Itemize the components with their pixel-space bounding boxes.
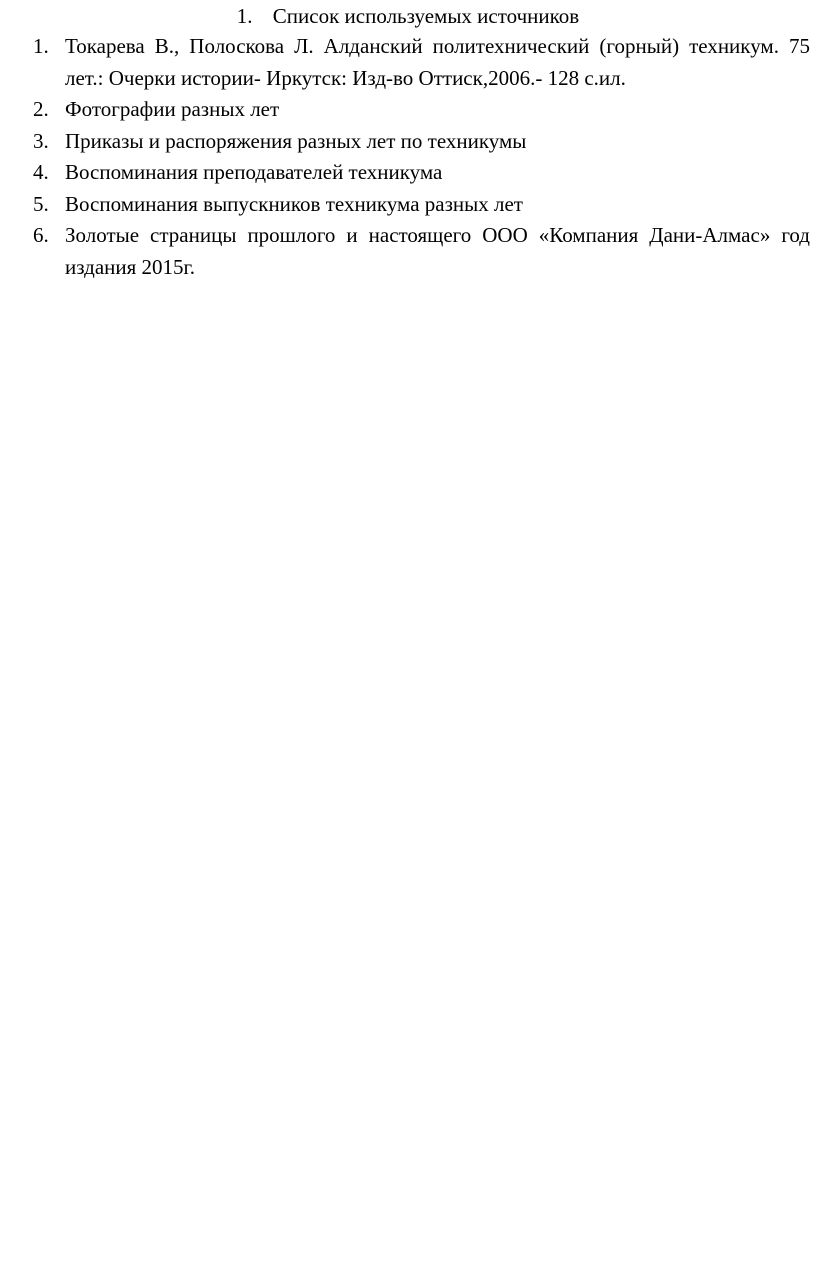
source-number: 1.	[33, 34, 49, 58]
heading-number: 1.	[236, 4, 253, 28]
source-text: Фотографии разных лет	[65, 97, 280, 121]
sources-list	[33, 31, 810, 283]
source-number: 2.	[33, 97, 49, 121]
source-item-4	[33, 157, 810, 189]
source-item-1	[33, 31, 810, 94]
source-number: 4.	[33, 160, 49, 184]
source-text: Воспоминания выпускников техникума разных лет	[65, 191, 523, 216]
section-heading	[0, 2, 816, 31]
source-text: Воспоминания преподавателей техникума	[65, 160, 443, 184]
source-text: Приказы и распоряжения разных лет по техникумы	[65, 128, 527, 153]
source-number: 6.	[33, 223, 49, 247]
source-number: 5.	[33, 191, 49, 216]
source-text: Золотые страницы прошлого и настоящего ООО «Компания Дани-Алмас» год издания 2015г.	[65, 223, 810, 279]
source-item-2	[33, 94, 810, 126]
source-item-5	[33, 189, 810, 221]
source-text: Токарева В., Полоскова Л. Алданский политехнический (горный) техникум. 75 лет.: Очерки истории- Иркутск: Изд-во Оттиск,2006.- 128 с.ил.	[65, 34, 810, 90]
source-number: 3.	[33, 128, 49, 153]
heading-title: Список используемых источников	[272, 4, 580, 28]
source-item-3	[33, 126, 810, 158]
source-item-6	[33, 220, 810, 283]
